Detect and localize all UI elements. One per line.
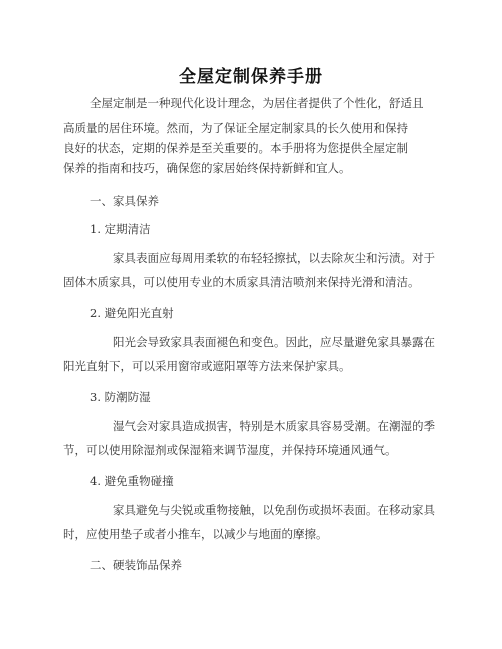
intro-line: 高质量的居住环境。然而，为了保证全屋定制家具的长久使用和保持 [63, 121, 408, 135]
item-line: 节，可以使用除湿剂或保湿箱来调节湿度，并保持环境通风通气。 [63, 443, 397, 457]
item-line: 湿气会对家具造成损害，特别是木质家具容易受潮。在潮湿的季 [113, 419, 435, 433]
intro-line: 全屋定制是一种现代化设计理念，为居住者提供了个性化，舒适且 [90, 96, 424, 110]
item-line: 家具表面应每周用柔软的布轻轻擦拭，以去除灰尘和污渍。对于 [113, 251, 435, 265]
item-line: 家具避免与尖锐或重物接触，以免刮伤或损坏表面。在移动家具 [113, 503, 435, 517]
item-line: 固体木质家具，可以使用专业的木质家具清洁喷剂来保持光滑和清洁。 [63, 275, 420, 289]
item-title: 4. 避免重物碰撞 [90, 474, 174, 488]
item-line: 阳光直射下，可以采用窗帘或遮阳罩等方法来保护家具。 [63, 359, 351, 373]
page-title: 全屋定制保养手册 [179, 67, 323, 87]
section-heading: 一、家具保养 [90, 194, 159, 208]
intro-line: 良好的状态，定期的保养是至关重要的。本手册将为您提供全屋定制 [63, 141, 408, 155]
intro-line: 保养的指南和技巧，确保您的家居始终保持新鲜和宜人。 [63, 161, 351, 175]
item-line: 阳光会导致家具表面褪色和变色。因此，应尽量避免家具暴露在 [113, 335, 435, 349]
item-title: 1. 定期清洁 [90, 222, 151, 236]
item-title: 3. 防潮防湿 [90, 390, 151, 404]
section-heading: 二、硬装饰品保养 [90, 558, 182, 572]
item-line: 时，应使用垫子或者小推车，以减少与地面的摩擦。 [63, 527, 328, 541]
item-title: 2. 避免阳光直射 [90, 306, 174, 320]
